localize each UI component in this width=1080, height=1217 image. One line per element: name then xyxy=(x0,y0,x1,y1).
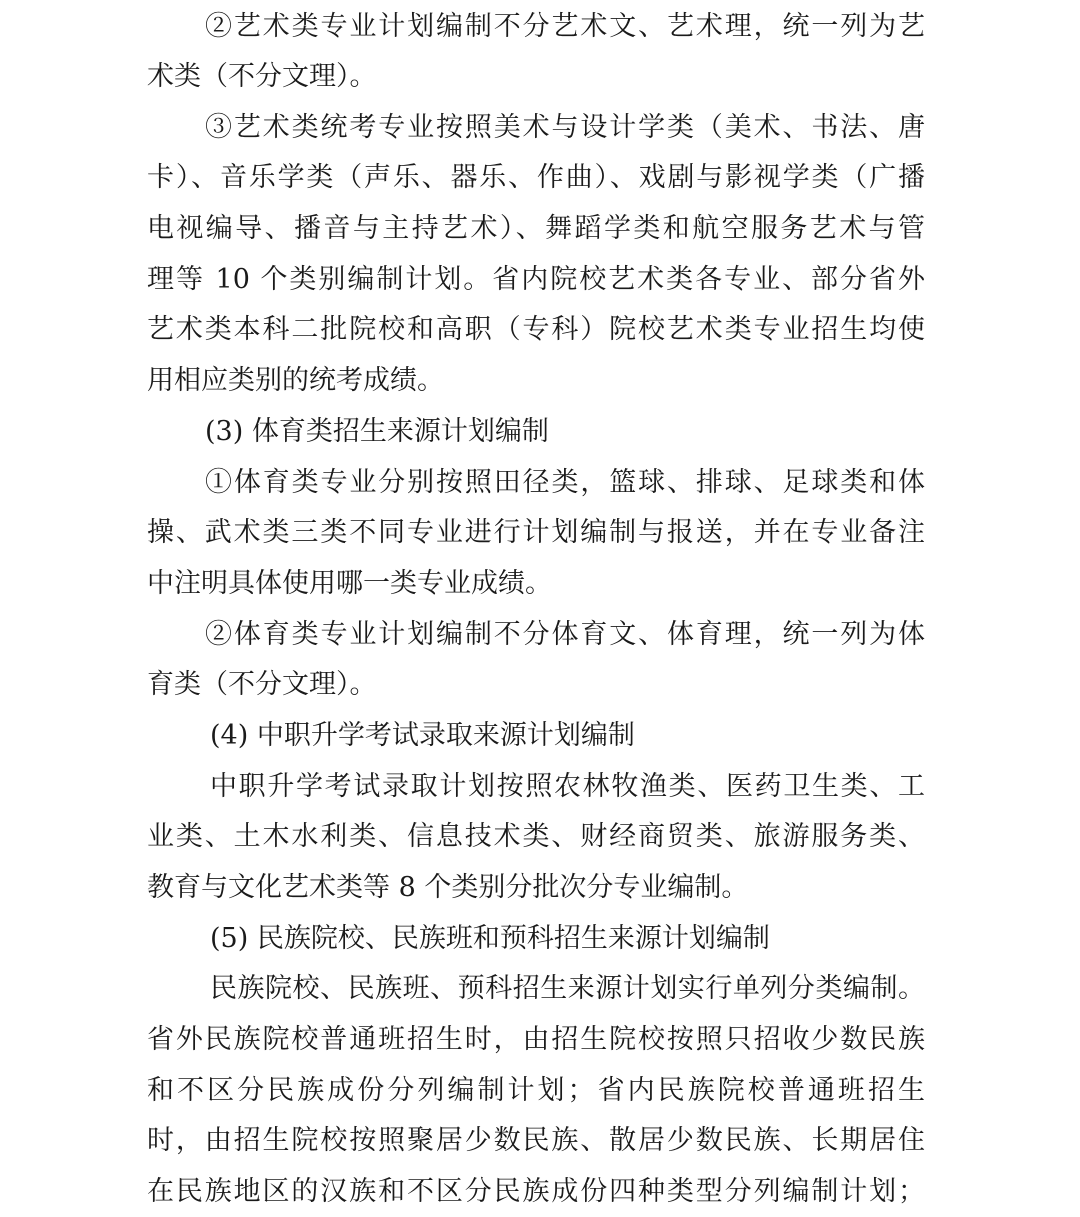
paragraph-line: 业类、土木水利类、信息技术类、财经商贸类、旅游服务类、 xyxy=(147,821,925,852)
paragraph-line: ③艺术类统考专业按照美术与设计学类（美术、书法、唐 xyxy=(205,112,925,143)
paragraph-line: 在民族地区的汉族和不区分民族成份四种类型分列编制计划； xyxy=(147,1176,925,1207)
paragraph-line: 电视编导、播音与主持艺术）、舞蹈学类和航空服务艺术与管 xyxy=(147,213,925,244)
section-heading: (4) 中职升学考试录取来源计划编制 xyxy=(210,720,635,751)
paragraph-line: 术类（不分文理）。 xyxy=(147,61,377,92)
paragraph-line: 和不区分民族成份分列编制计划；省内民族院校普通班招生 xyxy=(147,1075,925,1106)
section-heading: (3) 体育类招生来源计划编制 xyxy=(205,416,549,447)
paragraph-line: 中注明具体使用哪一类专业成绩。 xyxy=(147,568,552,599)
paragraph-line: ②艺术类专业计划编制不分艺术文、艺术理，统一列为艺 xyxy=(205,11,925,42)
paragraph-line: 卡）、音乐学类（声乐、器乐、作曲）、戏剧与影视学类（广播 xyxy=(147,162,925,193)
paragraph-line: 艺术类本科二批院校和高职（专科）院校艺术类专业招生均使 xyxy=(147,314,925,345)
paragraph-line: ①体育类专业分别按照田径类，篮球、排球、足球类和体 xyxy=(205,467,925,498)
paragraph-line: 民族院校、民族班、预科招生来源计划实行单列分类编制。 xyxy=(210,973,925,1004)
section-heading: (5) 民族院校、民族班和预科招生来源计划编制 xyxy=(210,923,770,954)
paragraph-line: 用相应类别的统考成绩。 xyxy=(147,365,444,396)
paragraph-line: 操、武术类三类不同专业进行计划编制与报送，并在专业备注 xyxy=(147,517,925,548)
paragraph-line: 教育与文化艺术类等 8 个类别分批次分专业编制。 xyxy=(147,872,749,903)
paragraph-line: ②体育类专业计划编制不分体育文、体育理，统一列为体 xyxy=(205,619,925,650)
paragraph-line: 省外民族院校普通班招生时，由招生院校按照只招收少数民族 xyxy=(147,1024,925,1055)
paragraph-line: 中职升学考试录取计划按照农林牧渔类、医药卫生类、工 xyxy=(210,771,925,802)
paragraph-line: 理等 10 个类别编制计划。省内院校艺术类各专业、部分省外 xyxy=(147,264,925,295)
paragraph-line: 时，由招生院校按照聚居少数民族、散居少数民族、长期居住 xyxy=(147,1125,925,1156)
paragraph-line: 育类（不分文理）。 xyxy=(147,669,377,700)
